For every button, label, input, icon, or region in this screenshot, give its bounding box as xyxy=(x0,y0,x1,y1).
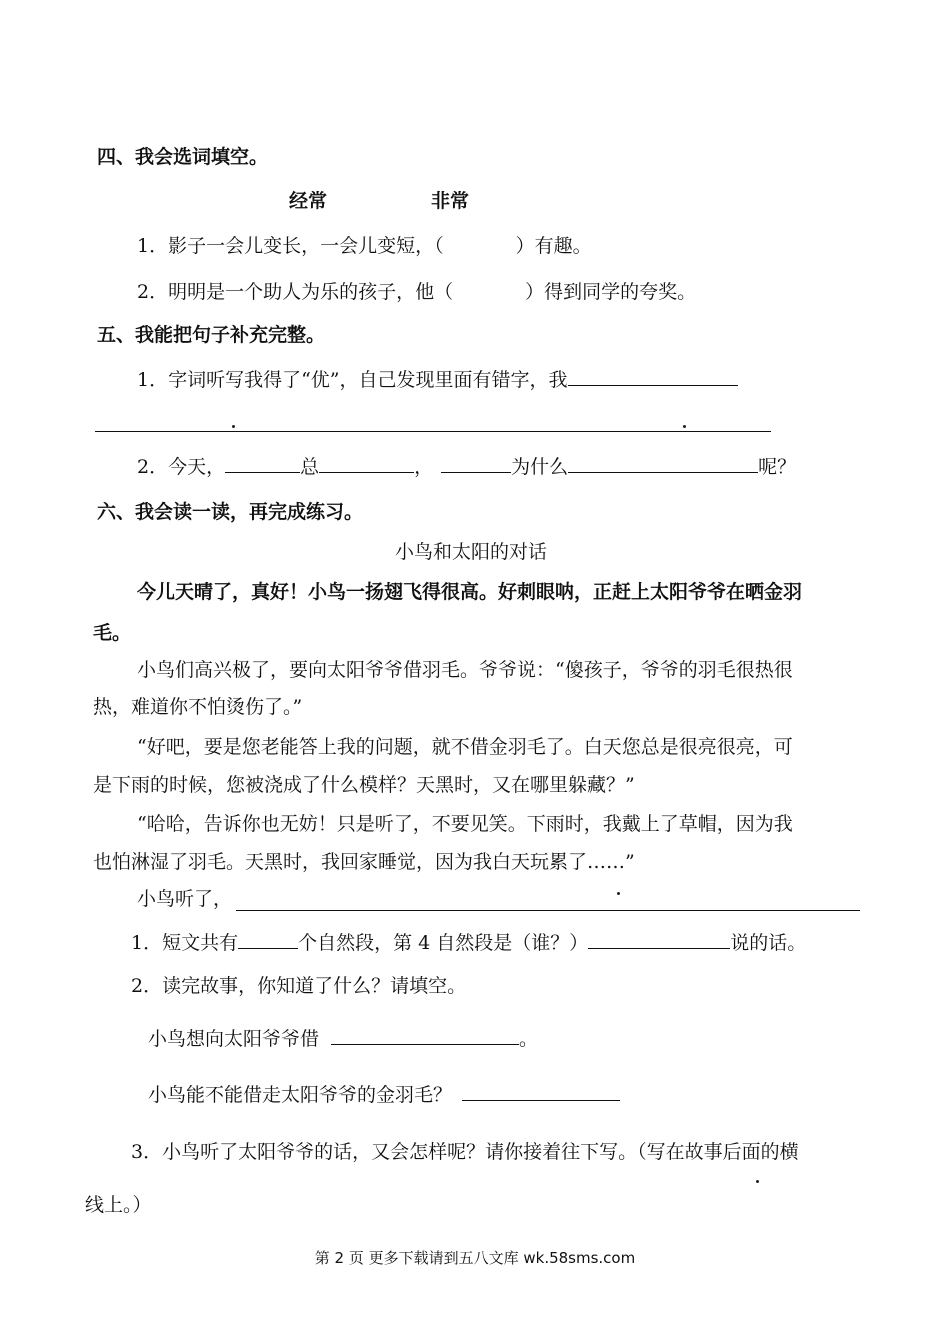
page-footer: 第 2 页 更多下载请到五八文库 wk.58sms.com xyxy=(314,1249,636,1267)
mark-dot xyxy=(617,892,620,895)
q6-2-item1-text: 小鸟想向太阳爷爷借 xyxy=(148,1028,320,1050)
answer-blank[interactable] xyxy=(568,367,738,386)
question-5-1-text: 1．字词听写我得了“优”，自己发现里面有错字，我 xyxy=(137,369,568,391)
q5-2-part-a: 2．今天， xyxy=(137,456,226,478)
question-4-1-text: 1．影子一会儿变长，一会儿变短，（ xyxy=(137,235,444,257)
q6-2-item1-end: 。 xyxy=(519,1028,539,1050)
story-p2-line1: 小鸟们高兴极了，要向太阳爷爷借羽毛。爷爷说：“傻孩子，爷爷的羽毛很热很 xyxy=(137,659,793,681)
answer-line[interactable] xyxy=(236,910,860,911)
q6-1-part-b: 个自然段，第 4 自然段是（谁？） xyxy=(298,932,589,954)
question-4-1-end: ）有趣。 xyxy=(515,235,592,257)
question-6-3-line1: 3．小鸟听了太阳爷爷的话，又会怎样呢？请你接着往下写。（写在故事后面的横 xyxy=(131,1141,799,1163)
answer-blank[interactable] xyxy=(441,454,511,473)
answer-blank[interactable] xyxy=(331,1026,519,1045)
mark-dot xyxy=(683,425,686,428)
story-p3-line2: 是下雨的时候，您被浇成了什么模样？天黑时，又在哪里躲藏？” xyxy=(93,774,635,796)
question-6-2: 2．读完故事，你知道了什么？请填空。 xyxy=(131,975,467,997)
answer-blank[interactable] xyxy=(568,454,758,473)
question-4-2-end: ）得到同学的夸奖。 xyxy=(525,281,697,303)
word-option-2: 非常 xyxy=(431,190,470,212)
answer-blank[interactable] xyxy=(319,454,414,473)
answer-blank[interactable] xyxy=(462,1082,620,1101)
q5-2-part-d: 为什么 xyxy=(511,456,569,478)
story-p1-line1: 今儿天晴了，真好！小鸟一扬翅飞得很高。好刺眼呐，正赶上太阳爷爷在晒金羽 xyxy=(137,581,803,603)
story-p2-line2: 热，难道你不怕烫伤了。” xyxy=(93,696,303,718)
story-p4-line1: “哈哈，告诉你也无妨！只是听了，不要见笑。下雨时，我戴上了草帽，因为我 xyxy=(137,813,793,835)
story-p5: 小鸟听了， xyxy=(137,888,233,910)
q5-2-part-b: 总 xyxy=(300,456,320,478)
answer-blank[interactable] xyxy=(225,454,300,473)
answer-line[interactable] xyxy=(95,431,771,432)
question-6-2-item1 xyxy=(148,1026,538,1052)
story-title: 小鸟和太阳的对话 xyxy=(395,541,548,563)
mark-dot xyxy=(756,1180,759,1183)
story-p3-line1: “好吧，要是您老能答上我的问题，就不借金羽毛了。白天您总是很亮很亮，可 xyxy=(137,736,793,758)
q6-1-part-a: 1．短文共有 xyxy=(131,932,239,954)
question-4-2-text: 2．明明是一个助人为乐的孩子，他（ xyxy=(137,281,454,303)
story-p4-line2: 也怕淋湿了羽毛。天黑时，我回家睡觉，因为我白天玩累了……” xyxy=(93,851,635,873)
question-6-1 xyxy=(131,930,806,956)
q6-2-item2-text: 小鸟能不能借走太阳爷爷的金羽毛？ xyxy=(148,1084,453,1106)
section6-title: 六、我会读一读，再完成练习。 xyxy=(97,501,364,523)
question-6-2-item2 xyxy=(148,1082,620,1108)
question-4-2 xyxy=(137,279,696,305)
answer-blank[interactable] xyxy=(238,930,298,949)
word-option-1: 经常 xyxy=(289,190,328,212)
question-5-2 xyxy=(137,454,796,480)
mark-dot xyxy=(232,425,235,428)
answer-blank[interactable] xyxy=(588,930,730,949)
question-5-1 xyxy=(137,367,738,393)
q5-2-part-e: 呢？ xyxy=(758,456,797,478)
section5-title: 五、我能把句子补充完整。 xyxy=(97,324,326,346)
story-p1-line2: 毛。 xyxy=(93,622,132,644)
question-4-1 xyxy=(137,233,592,259)
question-6-3-line2: 线上。） xyxy=(85,1194,152,1216)
q6-1-part-c: 说的话。 xyxy=(730,932,807,954)
section4-title: 四、我会选词填空。 xyxy=(97,146,269,168)
q5-2-part-c: ， xyxy=(414,456,434,478)
